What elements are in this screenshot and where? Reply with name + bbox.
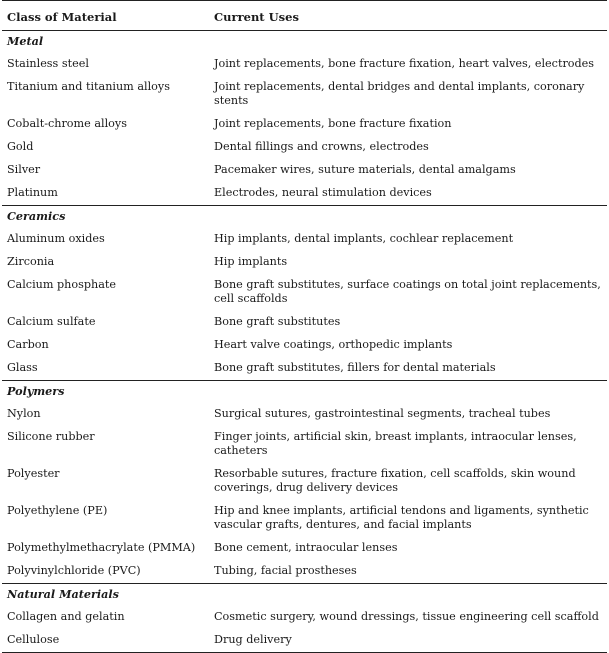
material-cell: Calcium sulfate [7, 315, 96, 328]
table-row [2, 251, 607, 274]
uses-cell: Finger joints, artificial skin, breast implants, intraocular lenses, catheters [214, 430, 577, 457]
section-title: Ceramics [2, 206, 607, 229]
material-cell: Polyester [7, 467, 60, 480]
table-row [2, 228, 607, 251]
uses-cell: Bone graft substitutes, fillers for dental materials [214, 361, 496, 374]
material-cell: Zirconia [7, 255, 55, 268]
uses-cell: Heart valve coatings, orthopedic implants [214, 338, 453, 351]
table-body [2, 31, 607, 653]
table-row [2, 560, 607, 584]
uses-cell: Hip implants, dental implants, cochlear replacement [214, 232, 514, 245]
section-row [2, 31, 607, 54]
material-cell: Titanium and titanium alloys [7, 80, 170, 93]
material-cell: Platinum [7, 186, 58, 199]
material-cell: Stainless steel [7, 57, 89, 70]
table-row [2, 629, 607, 653]
section-title: Polymers [2, 381, 607, 404]
section-title: Metal [7, 34, 44, 48]
material-cell: Carbon [7, 338, 49, 351]
table-row [2, 463, 607, 500]
table-row [2, 53, 607, 76]
material-cell: Silver [7, 163, 41, 176]
material-cell: Gold [7, 140, 34, 153]
table-row [2, 357, 607, 381]
uses-cell: Hip and knee implants, artificial tendons and ligaments, synthetic vascular grafts, dentures, and facial implants [214, 504, 589, 531]
material-cell: Cobalt-chrome alloys [7, 117, 127, 130]
uses-cell: Joint replacements, dental bridges and dental implants, coronary stents [214, 80, 585, 107]
table-row [2, 136, 607, 159]
uses-cell: Electrodes, neural stimulation devices [214, 186, 432, 199]
header-row [2, 1, 607, 31]
uses-cell: Bone graft substitutes [214, 315, 341, 328]
table-row [2, 500, 607, 537]
table-row [2, 426, 607, 463]
uses-cell: Bone graft substitutes, surface coatings on total joint replacements, cell scaffolds [214, 278, 601, 305]
section-row [2, 584, 607, 607]
material-cell: Calcium phosphate [7, 278, 117, 291]
material-cell: Polyvinylchloride (PVC) [7, 564, 141, 577]
uses-cell: Surgical sutures, gastrointestinal segments, tracheal tubes [214, 407, 551, 420]
uses-cell: Joint replacements, bone fracture fixation, heart valves, electrodes [214, 57, 595, 70]
materials-table [2, 0, 607, 653]
uses-cell: Hip implants [214, 255, 288, 268]
materials-table-container [2, 0, 607, 653]
table-row [2, 159, 607, 182]
section-row [2, 381, 607, 404]
table-row [2, 606, 607, 629]
uses-cell: Bone cement, intraocular lenses [214, 541, 398, 554]
table-row [2, 334, 607, 357]
header-current-uses: Current Uses [209, 1, 607, 31]
material-cell: Polymethylmethacrylate (PMMA) [7, 541, 196, 554]
section-row [2, 206, 607, 229]
material-cell: Polyethylene (PE) [7, 504, 108, 517]
uses-cell: Resorbable sutures, fracture fixation, cell scaffolds, skin wound coverings, drug delivery devices [214, 467, 576, 494]
header-class-of-material: Class of Material [2, 1, 209, 31]
table-row [2, 76, 607, 113]
uses-cell: Tubing, facial prostheses [214, 564, 357, 577]
material-cell: Glass [7, 361, 38, 374]
uses-cell: Cosmetic surgery, wound dressings, tissue engineering cell scaffold [214, 610, 599, 623]
table-header [2, 1, 607, 31]
material-cell: Silicone rubber [7, 430, 95, 443]
table-row [2, 311, 607, 334]
section-title: Natural Materials [2, 584, 607, 607]
material-cell: Nylon [7, 407, 41, 420]
material-cell: Cellulose [2, 629, 209, 653]
uses-cell: Dental fillings and crowns, electrodes [214, 140, 429, 153]
table-row [2, 182, 607, 206]
table-row [2, 113, 607, 136]
table-row [2, 274, 607, 311]
material-cell: Collagen and gelatin [7, 610, 125, 623]
table-row [2, 403, 607, 426]
uses-cell: Pacemaker wires, suture materials, dental amalgams [214, 163, 516, 176]
table-row [2, 537, 607, 560]
uses-cell: Joint replacements, bone fracture fixation [214, 117, 452, 130]
material-cell: Aluminum oxides [7, 232, 105, 245]
uses-cell: Drug delivery [209, 629, 607, 653]
